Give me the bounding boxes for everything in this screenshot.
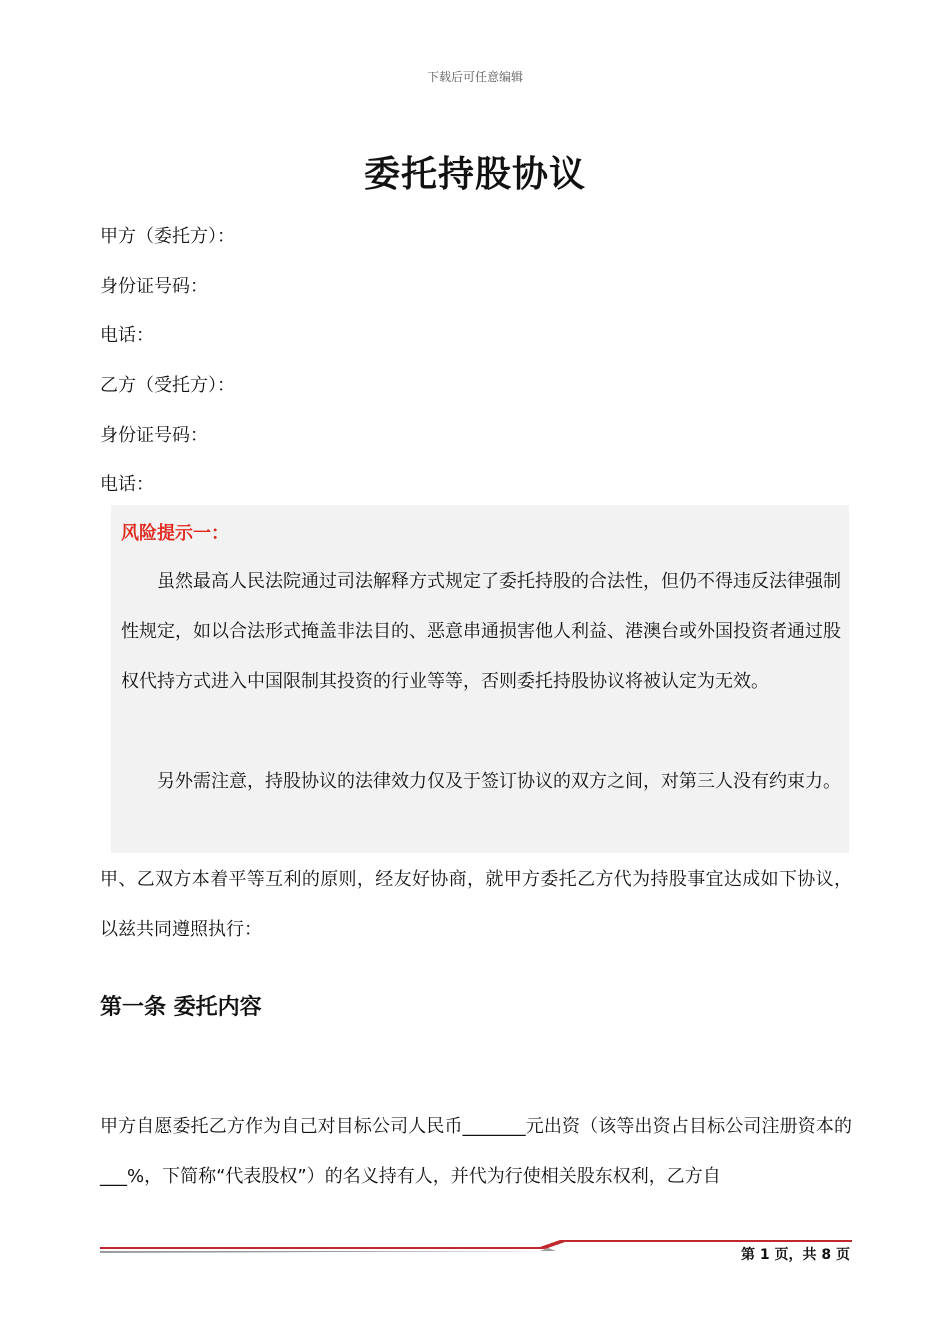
document-title: 委托持股协议	[363, 154, 586, 195]
party-a-phone-label: 电话：	[100, 325, 154, 346]
intro-paragraph: 甲、乙双方本着平等互利的原则，经友好协商，就甲方委托乙方代为持股事宜达成如下协议，以兹共同遵照执行：	[100, 869, 852, 940]
risk-notice-title: 风险提示一：	[121, 523, 229, 544]
clause-paragraph: 甲方自愿委托乙方作为自己对目标公司人民币_______元出资（该等出资占目标公司注册资本的___%，下简称“代表股权”）的名义持有人，并代为行使相关股东权利，乙方自	[100, 1116, 852, 1187]
risk-notice-paragraph-1: 虽然最高人民法院通过司法解释方式规定了委托持股的合法性，但仍不得违反法律强制性规定，如以合法形式掩盖非法目的、恶意串通损害他人利益、港澳台或外国投资者通过股权代持方式进入中国限制其投资的行业等等，否则委托持股协议将被认定为无效。	[121, 571, 841, 692]
footer-divider	[100, 1234, 852, 1254]
page-number: 第 1 页，共 8 页	[741, 1247, 850, 1263]
party-b-id-label: 身份证号码：	[100, 425, 208, 446]
section-heading: 第一条 委托内容	[100, 995, 262, 1020]
risk-notice-box	[111, 505, 849, 853]
party-b-label: 乙方（受托方）：	[100, 375, 235, 396]
header-note: 下载后可任意编辑	[426, 70, 523, 84]
party-a-id-label: 身份证号码：	[100, 276, 208, 297]
party-b-phone-label: 电话：	[100, 474, 154, 495]
risk-notice-paragraph-2: 另外需注意，持股协议的法律效力仅及于签订协议的双方之间，对第三人没有约束力。	[157, 771, 841, 792]
party-a-label: 甲方（委托方）：	[100, 226, 235, 247]
